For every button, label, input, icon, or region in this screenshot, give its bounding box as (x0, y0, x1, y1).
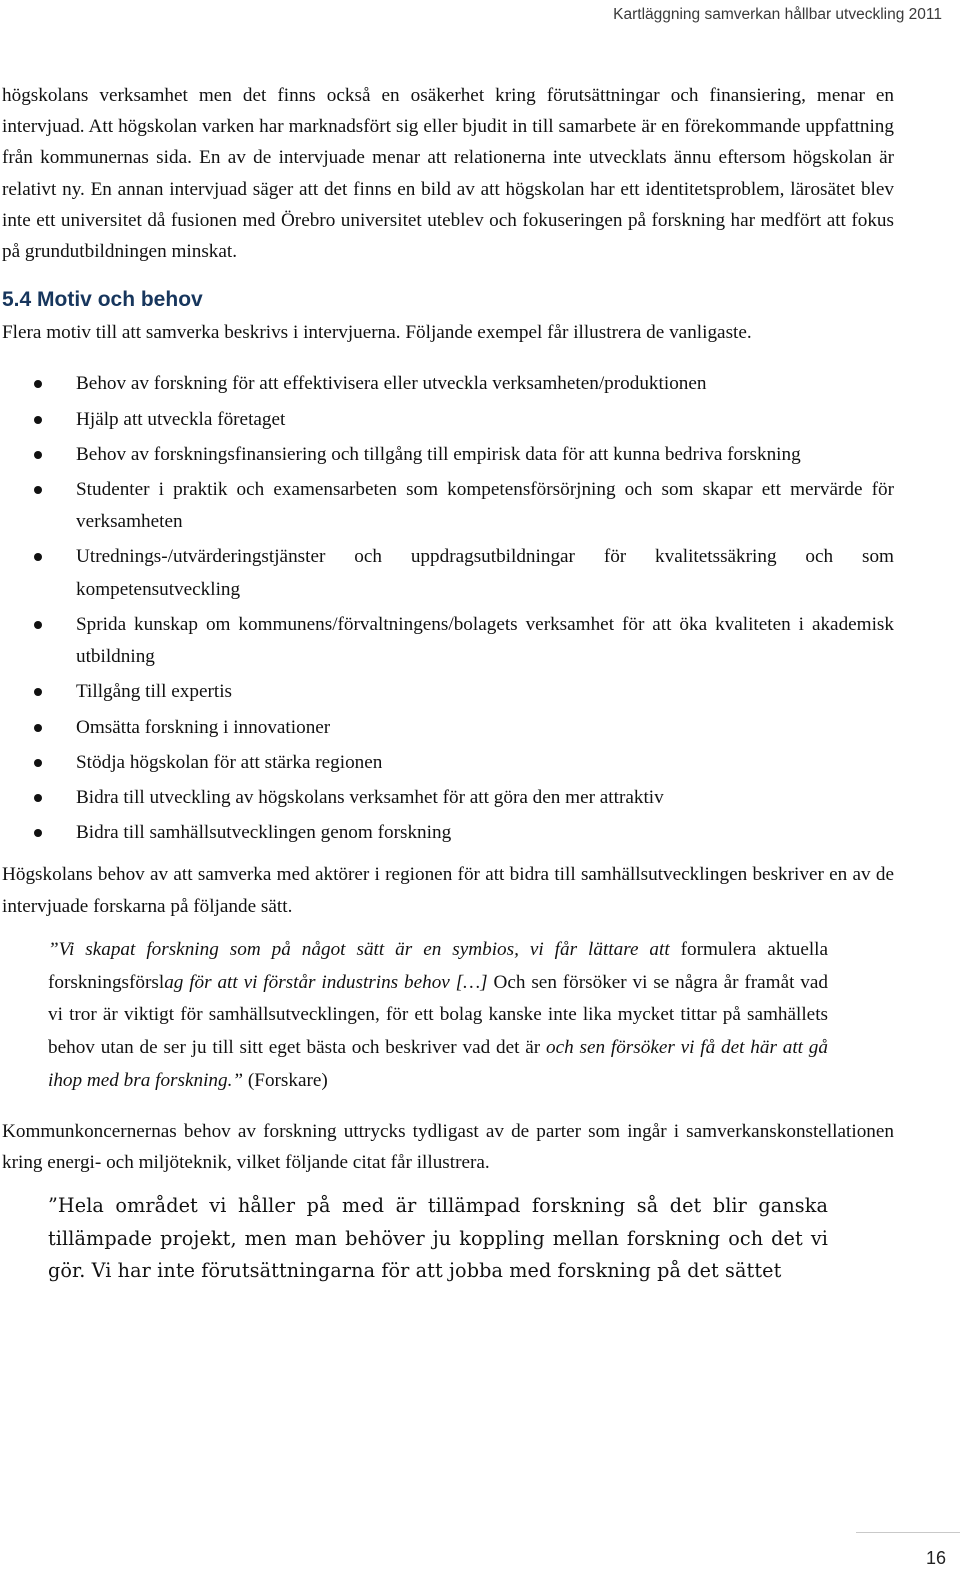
quote-text-italic: ag för att vi förstår industrins behov […] (164, 971, 488, 993)
paragraph-municipal: Kommunkoncernernas behov av forskning uttrycks tydligast av de parter som ingår i samverkanskonstellationen kring energi- och miljöteknik, vilket följande citat får illustrera. (2, 1120, 894, 1173)
footer-divider (856, 1532, 960, 1533)
quote-text: formulera aktuella forskningsförsl (48, 938, 829, 993)
bullet-icon (34, 794, 42, 802)
bullet-icon (34, 724, 42, 732)
list-item: Behov av forskning för att effektivisera eller utveckla verksamheten/produktionen (76, 368, 894, 401)
bullet-icon (34, 486, 42, 494)
quote-attribution: (Forskare) (247, 1069, 328, 1091)
running-header: Kartläggning samverkan hållbar utveckling 2011 (613, 6, 942, 23)
list-item: Tillgång till expertis (76, 676, 894, 709)
paragraph-needs: Högskolans behov av att samverka med aktörer i regionen för att bidra till samhällsutvecklingen beskriver en av de intervjuade forskarna på följande sätt. (2, 864, 894, 917)
page-number: 16 (925, 1548, 946, 1568)
motives-list (2, 368, 894, 849)
list-item: Hjälp att utveckla företaget (76, 404, 894, 437)
list-item: Utrednings-/utvärderingstjänster och uppdragsutbildningar för kvalitetssäkring och som kompetensutveckling (76, 541, 894, 606)
block-quote-municipal: ”Hela området vi håller på med är tillämpad forskning så det blir ganska tillämpade projekt, men man behöver ju koppling mellan forskning och det vi gör. Vi har inte förutsättningarna för att jobba med forskning på det sättet (48, 1194, 828, 1282)
list-item: Behov av forskningsfinansiering och tillgång till empirisk data för att kunna bedriva forskning (76, 439, 894, 472)
bullet-icon (34, 380, 42, 388)
list-item: Sprida kunskap om kommunens/förvaltningens/bolagets verksamhet för att öka kvaliteten i akademisk utbildning (76, 609, 894, 674)
section-heading: 5.4 Motiv och behov (2, 288, 203, 312)
bullet-icon (34, 451, 42, 459)
bullet-icon (34, 416, 42, 424)
quote-text: Och sen försöker vi se några år framåt vad vi tror är viktigt för samhällsutvecklingen, för ett bolag kanske inte lika mycket tittar på samhällets behov utan de ser ju till sitt eget bästa och beskriver vad det är (48, 971, 828, 1059)
bullet-icon (34, 553, 42, 561)
quote-text-italic: och sen försöker vi få det här att gå ihop med bra forskning.” (48, 1037, 828, 1091)
list-item: Omsätta forskning i innovationer (76, 712, 894, 745)
list-item: Bidra till utveckling av högskolans verksamhet för att göra den mer attraktiv (76, 782, 894, 815)
paragraph-motives-intro: Flera motiv till att samverka beskrivs i intervjuerna. Följande exempel får illustrera de vanligaste. (2, 322, 752, 344)
bullet-icon (34, 759, 42, 767)
page-body (2, 80, 894, 1287)
bullet-icon (34, 621, 42, 629)
list-item: Stödja högskolan för att stärka regionen (76, 747, 894, 780)
bullet-icon (34, 829, 42, 837)
list-item: Studenter i praktik och examensarbeten som kompetensförsörjning och som skapar ett mervärde för verksamheten (76, 474, 894, 539)
block-quote-researcher (48, 934, 828, 1098)
list-item: Bidra till samhällsutvecklingen genom forskning (76, 817, 894, 850)
bullet-icon (34, 688, 42, 696)
quote-text-italic: ”Vi skapat forskning som på något sätt är en symbios, vi får lättare att (48, 938, 670, 960)
paragraph-intro: högskolans verksamhet men det finns också en osäkerhet kring förutsättningar och finansiering, menar en intervjuad. Att högskolan varken har marknadsfört sig eller bjudit in till samarbete är en förekommande uppfattning från kommunernas sida. En av de intervjuade menar att relationerna inte utvecklats ännu eftersom högskolan är relativt ny. En annan intervjuad säger att det finns en bild av att högskolan har ett identitetsproblem, lärosätet blev inte ett universitet då fusionen med Örebro universitet uteblev och fokuseringen på forskning har medfört att fokus på grundutbildningen minskat. (2, 85, 894, 263)
